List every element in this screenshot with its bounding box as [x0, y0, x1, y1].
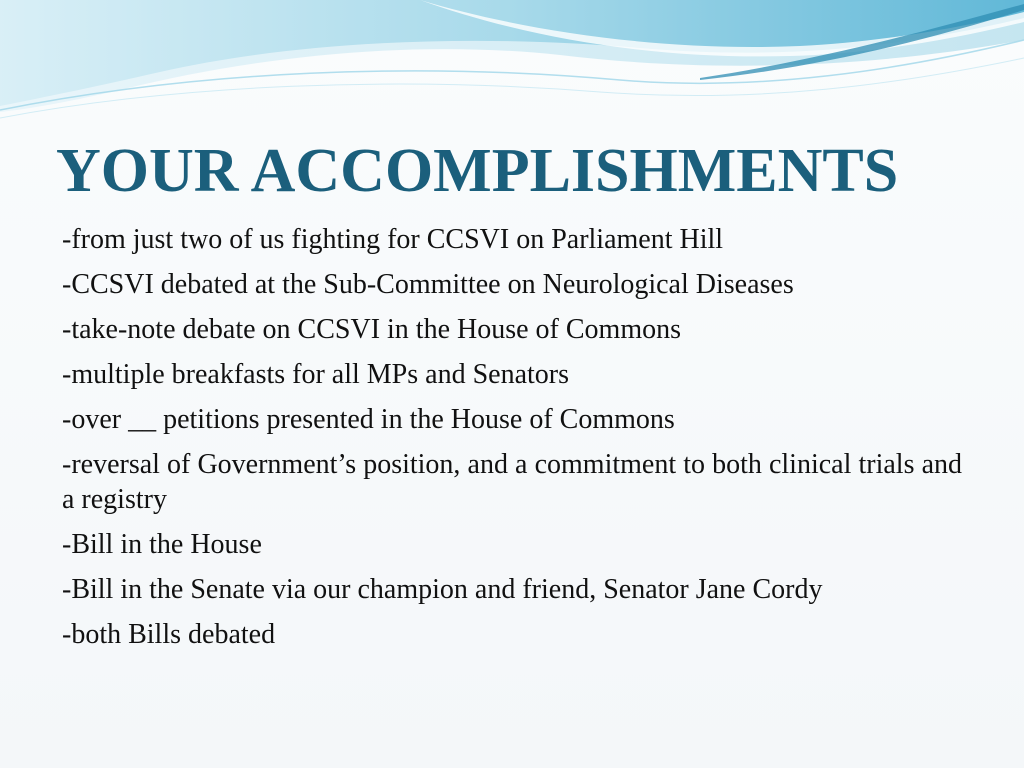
bullet-item: -CCSVI debated at the Sub-Committee on Neurological Diseases — [62, 269, 794, 300]
bullet-item: -take-note debate on CCSVI in the House of Commons — [62, 314, 682, 345]
slide-title: YOUR ACCOMPLISHMENTS — [56, 137, 899, 205]
bullet-item: -Bill in the House — [62, 529, 262, 560]
bullet-list — [62, 222, 962, 662]
bullet-item: -both Bills debated — [62, 619, 276, 650]
bullet-item: -Bill in the Senate via our champion and friend, Senator Jane Cordy — [62, 574, 823, 605]
bullet-item: -from just two of us fighting for CCSVI on Parliament Hill — [62, 224, 724, 255]
bullet-item: -multiple breakfasts for all MPs and Senators — [62, 359, 570, 390]
bullet-item: -over __ petitions presented in the House of Commons — [62, 404, 675, 435]
wave-header-decoration — [0, 0, 1024, 130]
bullet-item: -reversal of Government’s position, and a commitment to both clinical trials and a registry — [62, 449, 962, 515]
